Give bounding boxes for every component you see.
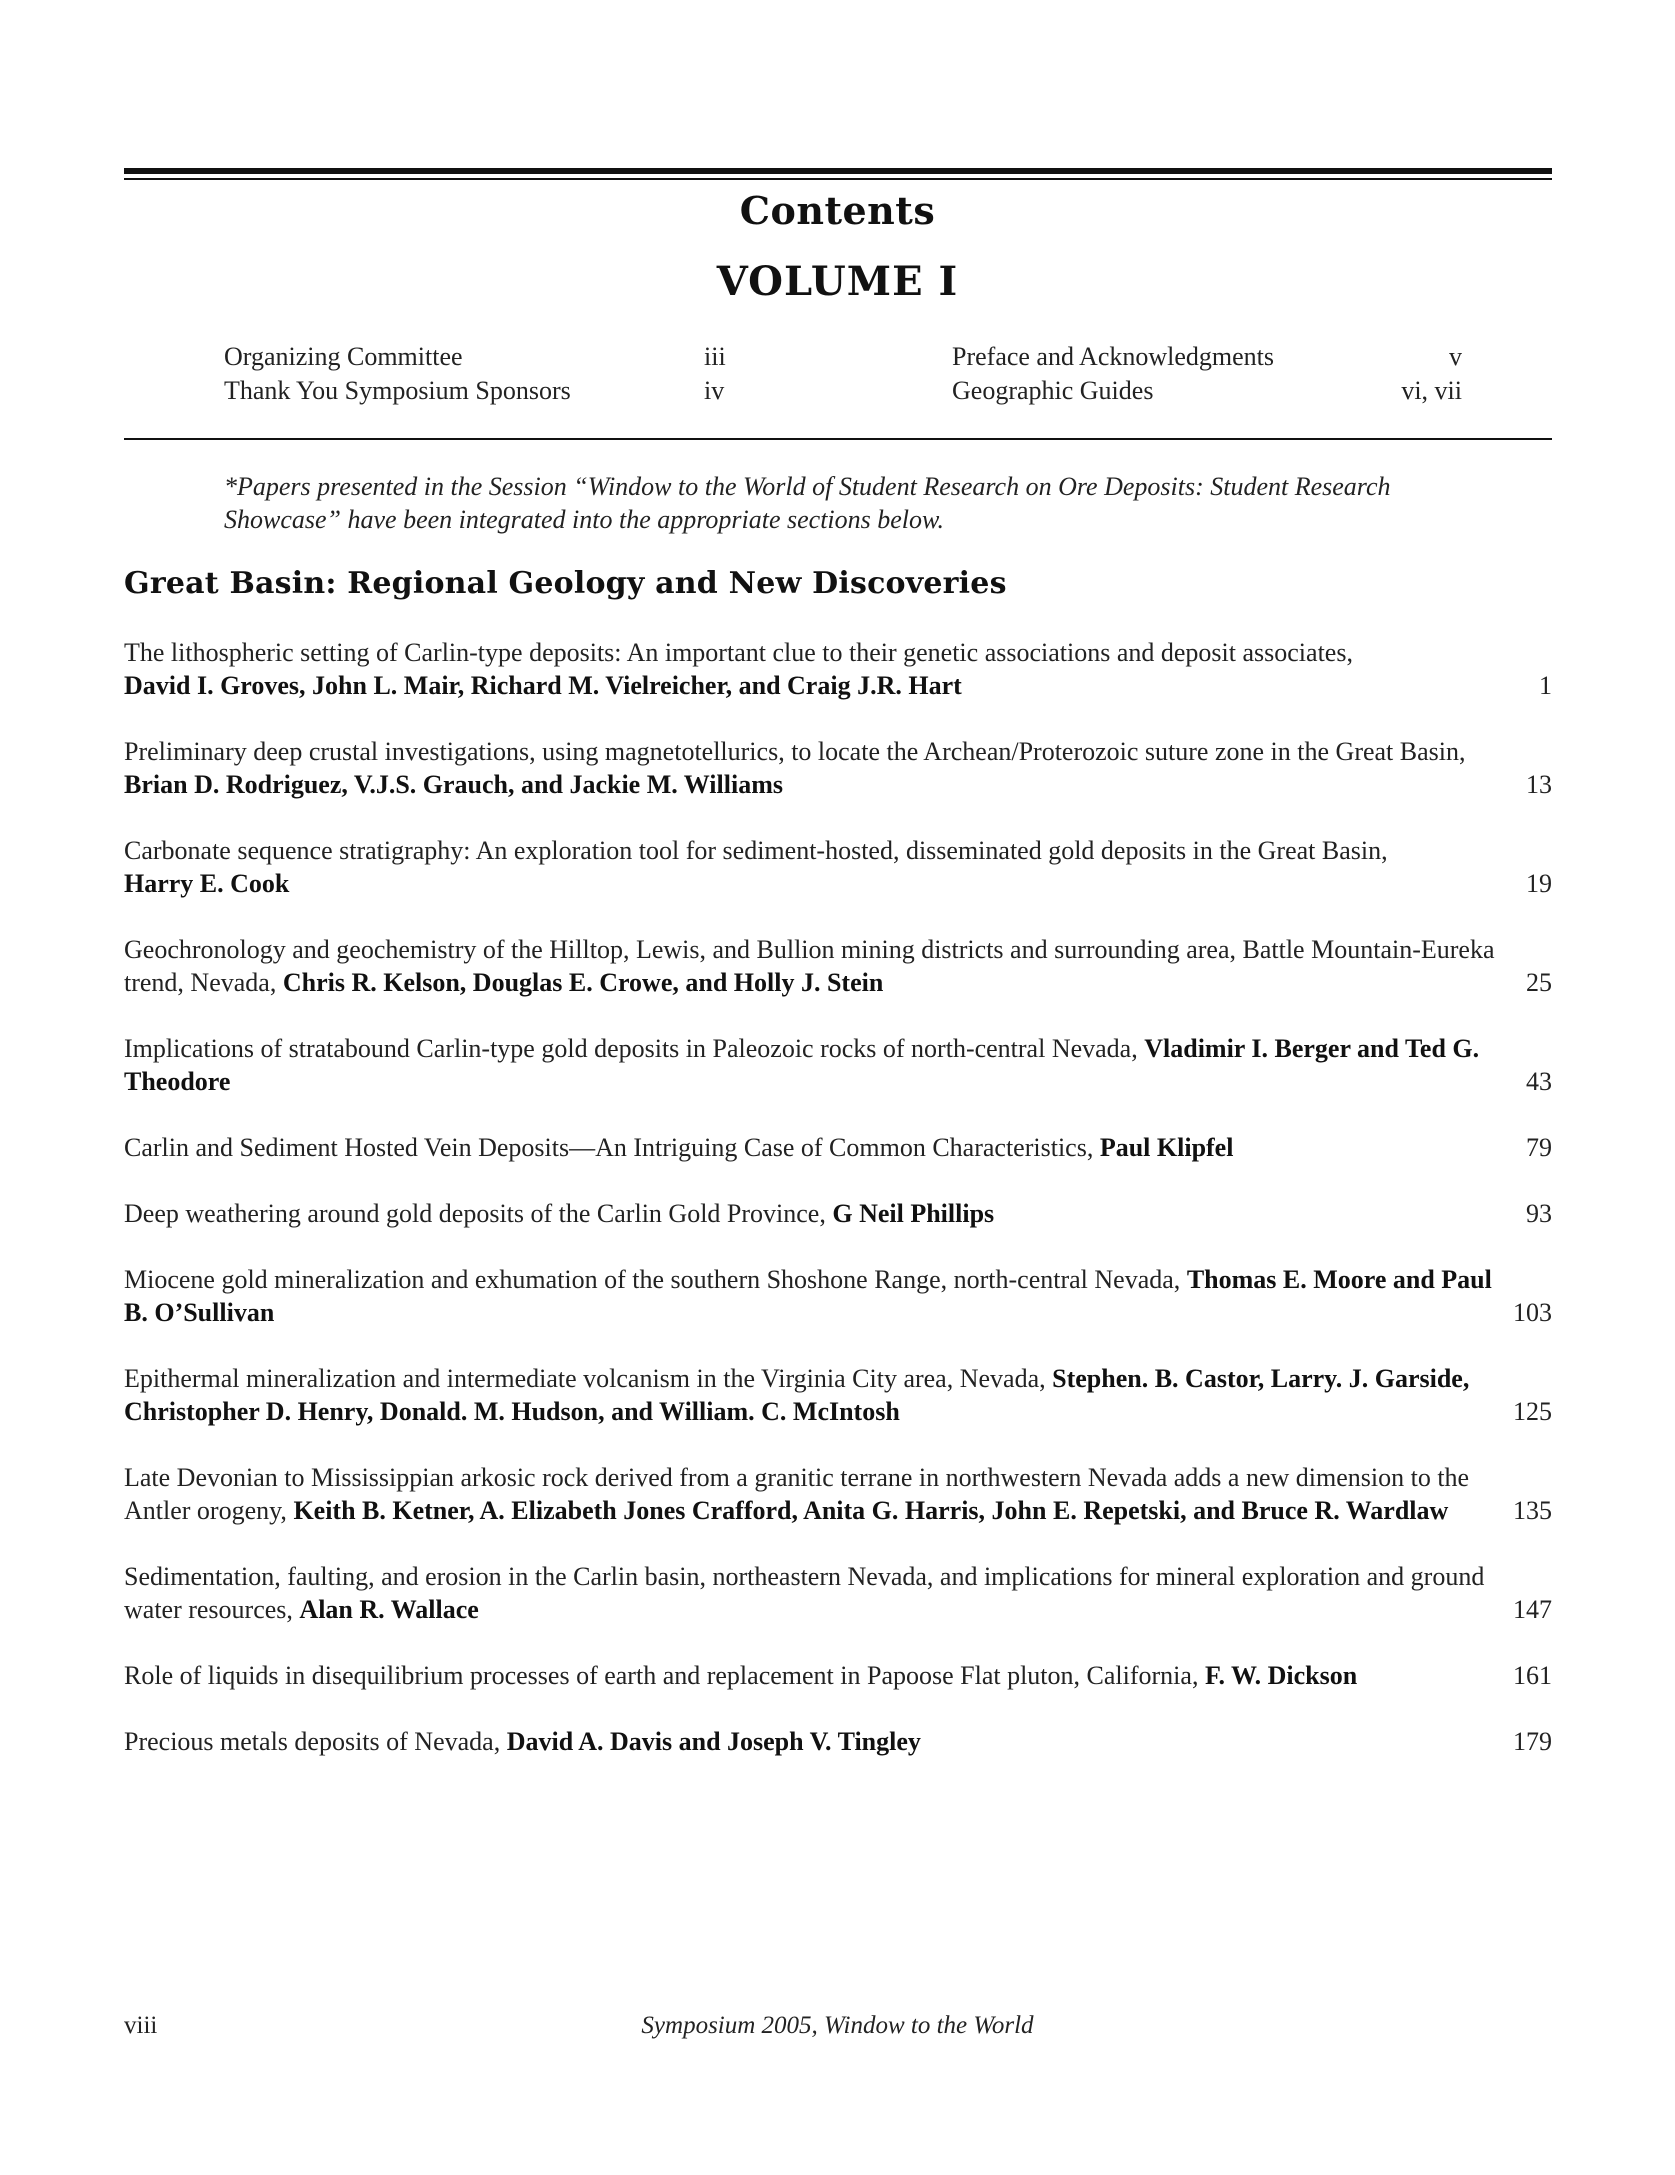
entry-title: The lithospheric setting of Carlin-type deposits: An important clue to their genetic associations and deposit associates, [124, 638, 1353, 667]
entry-authors: F. W. Dickson [1204, 1661, 1358, 1690]
entry-text [124, 1131, 1504, 1164]
entry-text [124, 1032, 1504, 1098]
entry-title: Deep weathering around gold deposits of the Carlin Gold Province, [124, 1199, 826, 1228]
toc-entry[interactable] [124, 834, 1552, 900]
entry-text [124, 1263, 1504, 1329]
toc-entry[interactable] [124, 1362, 1552, 1428]
entry-page-number: 161 [1513, 1661, 1552, 1690]
toc-entry[interactable] [124, 1197, 1552, 1230]
front-matter-item[interactable] [224, 340, 764, 374]
entry-page-number: 179 [1513, 1727, 1552, 1756]
entry-title: Preliminary deep crustal investigations, using magnetotellurics, to locate the Archean/Proterozoic suture zone in the Great Basin, [124, 737, 1466, 766]
entry-authors: Brian D. Rodriguez, V.J.S. Grauch, and Jackie M. Williams [124, 770, 783, 799]
toc-entry-list [124, 636, 1552, 1791]
front-matter-item[interactable] [952, 374, 1462, 408]
entry-title: Sedimentation, faulting, and erosion in the Carlin basin, northeastern Nevada, and implications for mineral exploration and ground water resources, [124, 1562, 1485, 1624]
entry-authors: David I. Groves, John L. Mair, Richard M. Vielreicher, and Craig J.R. Hart [124, 671, 962, 700]
entry-authors: David A. Davis and Joseph V. Tingley [506, 1727, 921, 1756]
entry-text [124, 636, 1504, 702]
toc-entry[interactable] [124, 735, 1552, 801]
entry-page-number: 1 [1539, 671, 1552, 700]
front-matter-label: Geographic Guides [952, 376, 1154, 405]
toc-entry[interactable] [124, 1263, 1552, 1329]
entry-authors: Thomas E. Moore and Paul B. O’Sullivan [124, 1265, 1492, 1327]
front-matter-page: vi, vii [1401, 376, 1462, 405]
front-matter-label: Thank You Symposium Sponsors [224, 376, 571, 405]
footer-page-number: viii [124, 2012, 158, 2039]
entry-page-number: 125 [1513, 1397, 1552, 1426]
entry-authors: Chris R. Kelson, Douglas E. Crowe, and Holly J. Stein [282, 968, 884, 997]
entry-title: Epithermal mineralization and intermediate volcanism in the Virginia City area, Nevada, [124, 1364, 1046, 1393]
entry-authors: Alan R. Wallace [299, 1595, 479, 1624]
entry-text [124, 834, 1504, 900]
entry-text [124, 933, 1504, 999]
contents-heading: Contents [739, 188, 936, 233]
front-matter-item[interactable] [952, 340, 1462, 374]
entry-page-number: 19 [1526, 869, 1552, 898]
entry-title: Carlin and Sediment Hosted Vein Deposits—An Intriguing Case of Common Characteristics, [124, 1133, 1094, 1162]
toc-entry[interactable] [124, 1461, 1552, 1527]
volume-heading: VOLUME I [716, 258, 959, 305]
section-divider-rule [124, 438, 1552, 440]
toc-entry[interactable] [124, 933, 1552, 999]
entry-title: Late Devonian to Mississippian arkosic rock derived from a granitic terrane in northwestern Nevada adds a new dimension to the Antler orogeny, [124, 1463, 1470, 1525]
entry-page-number: 25 [1526, 968, 1552, 997]
toc-entry[interactable] [124, 1659, 1552, 1692]
front-matter-left [224, 340, 764, 408]
toc-entry[interactable] [124, 1560, 1552, 1626]
entry-authors: Vladimir I. Berger and Ted G. Theodore [124, 1034, 1480, 1096]
top-rule-thin [124, 178, 1552, 180]
session-note: *Papers presented in the Session “Window to the World of Student Research on Ore Deposits: Student Research Showcase” have been integrated into the appropriate sections below. [224, 472, 1391, 534]
front-matter-item[interactable] [224, 374, 764, 408]
front-matter-page: iii [704, 342, 726, 371]
entry-title: Role of liquids in disequilibrium processes of earth and replacement in Papoose Flat pluton, California, [124, 1661, 1199, 1690]
front-matter-label: Organizing Committee [224, 342, 463, 371]
entry-authors: G Neil Phillips [832, 1199, 995, 1228]
toc-entry[interactable] [124, 1725, 1552, 1758]
entry-page-number: 43 [1526, 1067, 1552, 1096]
entry-page-number: 103 [1513, 1298, 1552, 1327]
entry-authors: Keith B. Ketner, A. Elizabeth Jones Crafford, Anita G. Harris, John E. Repetski, and Bruce R. Wardlaw [293, 1496, 1449, 1525]
front-matter-page: v [1449, 342, 1462, 371]
entry-title: Miocene gold mineralization and exhumation of the southern Shoshone Range, north-central Nevada, [124, 1265, 1181, 1294]
front-matter-label: Preface and Acknowledgments [952, 342, 1275, 371]
entry-text [124, 1725, 1504, 1758]
entry-text [124, 735, 1504, 801]
entry-page-number: 135 [1513, 1496, 1552, 1525]
toc-entry[interactable] [124, 1131, 1552, 1164]
toc-entry[interactable] [124, 1032, 1552, 1098]
entry-title: Geochronology and geochemistry of the Hilltop, Lewis, and Bullion mining districts and surrounding area, Battle Mountain-Eureka trend, Nevada, [124, 935, 1495, 997]
entry-text [124, 1461, 1504, 1527]
front-matter-right [952, 340, 1462, 408]
section-heading: Great Basin: Regional Geology and New Discoveries [124, 566, 1007, 601]
entry-page-number: 13 [1526, 770, 1552, 799]
entry-page-number: 147 [1513, 1595, 1552, 1624]
entry-text [124, 1659, 1504, 1692]
top-rule-thick [124, 168, 1552, 174]
entry-page-number: 79 [1526, 1133, 1552, 1162]
entry-text [124, 1362, 1504, 1428]
entry-authors: Paul Klipfel [1099, 1133, 1234, 1162]
entry-title: Carbonate sequence stratigraphy: An exploration tool for sediment-hosted, disseminated gold deposits in the Great Basin, [124, 836, 1388, 865]
entry-page-number: 93 [1526, 1199, 1552, 1228]
front-matter-page: iv [704, 376, 725, 405]
toc-entry[interactable] [124, 636, 1552, 702]
entry-authors: Harry E. Cook [124, 869, 290, 898]
entry-text [124, 1560, 1504, 1626]
entry-title: Implications of stratabound Carlin-type gold deposits in Paleozoic rocks of north-central Nevada, [124, 1034, 1138, 1063]
entry-authors: Stephen. B. Castor, Larry. J. Garside, Christopher D. Henry, Donald. M. Hudson, and William. C. McIntosh [124, 1364, 1470, 1426]
entry-title: Precious metals deposits of Nevada, [124, 1727, 501, 1756]
footer-running-title: Symposium 2005, Window to the World [641, 2012, 1034, 2039]
entry-text [124, 1197, 1504, 1230]
